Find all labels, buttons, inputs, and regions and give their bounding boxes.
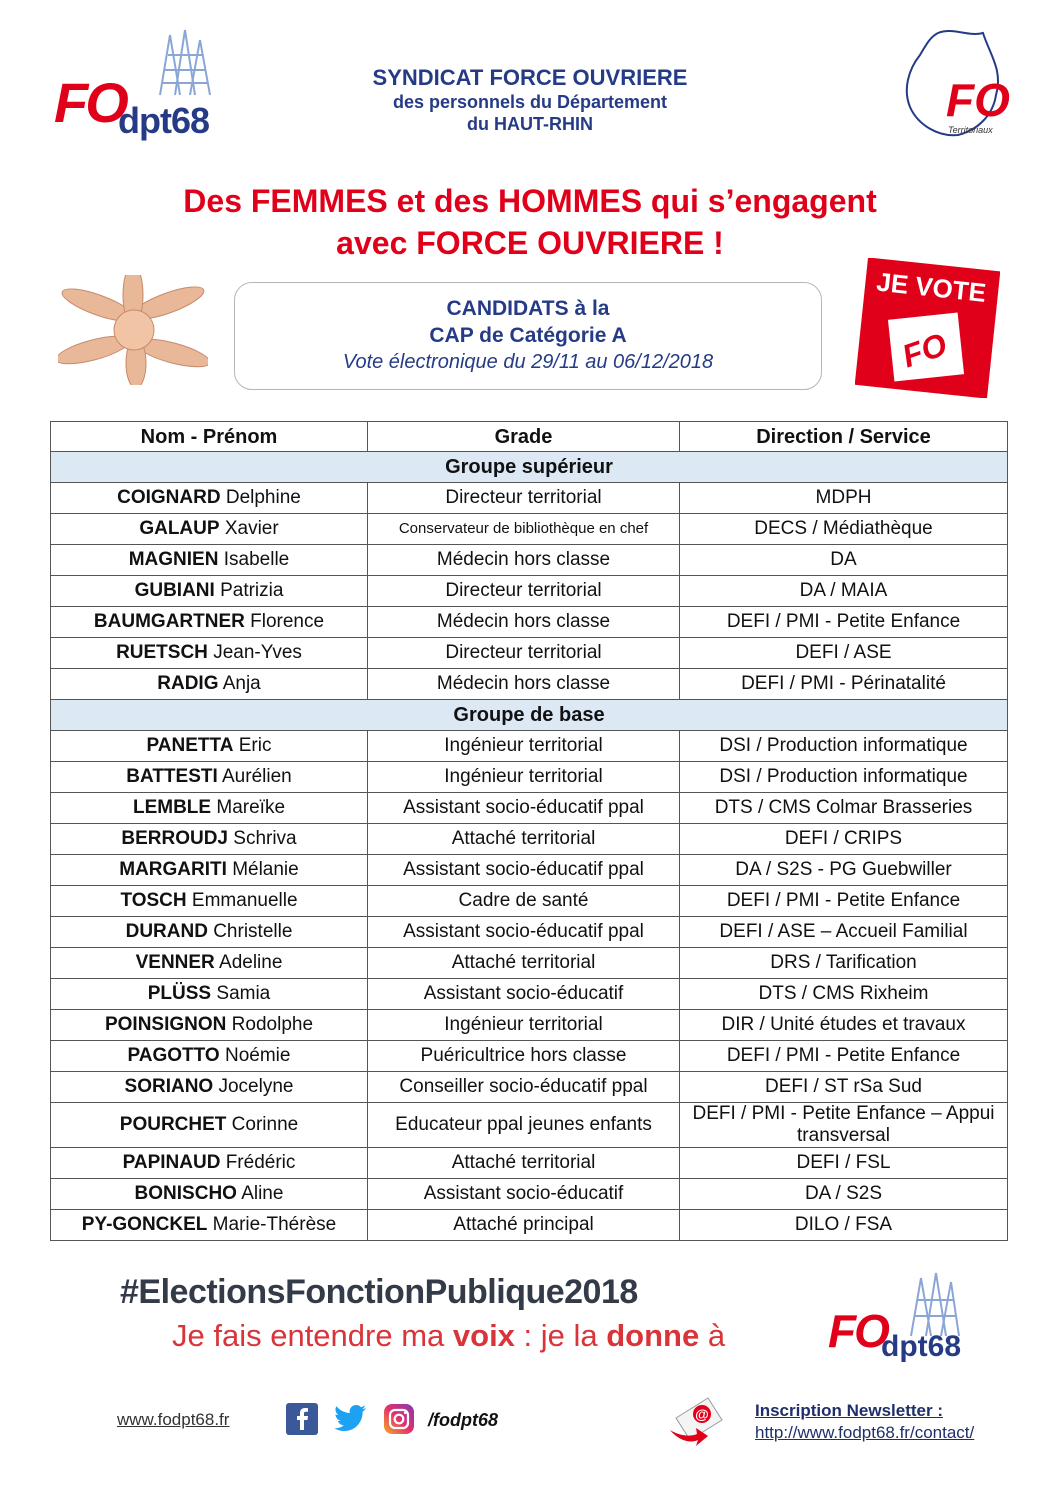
- social-handle[interactable]: /fodpt68: [428, 1410, 498, 1430]
- cell-grade: Ingénieur territorial: [368, 1010, 680, 1041]
- cell-grade: Assistant socio-éducatif: [368, 979, 680, 1010]
- cell-service: DEFI / ASE: [680, 638, 1008, 669]
- table-row: [51, 1041, 1008, 1072]
- table-row: [51, 1072, 1008, 1103]
- candidats-line1: CANDIDATS à la: [446, 297, 610, 320]
- instagram-icon[interactable]: [383, 1403, 415, 1440]
- newsletter: [755, 1400, 974, 1444]
- cell-grade: Attaché territorial: [368, 824, 680, 855]
- twitter-icon[interactable]: [332, 1403, 368, 1440]
- cell-name: TOSCH Emmanuelle: [51, 886, 368, 917]
- fodpt68-logo: [50, 25, 240, 150]
- cell-name: BONISCHO Aline: [51, 1179, 368, 1210]
- cell-name: VENNER Adeline: [51, 948, 368, 979]
- footer-logo-dpt: dpt68: [881, 1330, 962, 1363]
- vote-dates: Vote électronique du 29/11 au 06/12/2018: [342, 351, 714, 373]
- cell-service: DEFI / PMI - Périnatalité: [680, 669, 1008, 700]
- cell-name: GUBIANI Patrizia: [51, 576, 368, 607]
- cell-grade: Ingénieur territorial: [368, 731, 680, 762]
- svg-text:@: @: [695, 1406, 709, 1422]
- cell-service: DEFI / CRIPS: [680, 824, 1008, 855]
- cell-grade: Directeur territorial: [368, 638, 680, 669]
- cell-service: DEFI / ST rSa Sud: [680, 1072, 1008, 1103]
- col-grade: Grade: [368, 422, 680, 452]
- col-direction: Direction / Service: [680, 422, 1008, 452]
- cell-grade: Assistant socio-éducatif ppal: [368, 917, 680, 948]
- syndicat-line2: des personnels du Département: [392, 92, 668, 112]
- table-row: [51, 1010, 1008, 1041]
- syndicat-title: [300, 65, 760, 135]
- cell-name: LEMBLE Mareïke: [51, 793, 368, 824]
- newsletter-link[interactable]: http://www.fodpt68.fr/contact/: [755, 1423, 975, 1442]
- cell-grade: Conseiller socio-éducatif ppal: [368, 1072, 680, 1103]
- cell-grade: Puéricultrice hors classe: [368, 1041, 680, 1072]
- cell-service: DEFI / PMI - Petite Enfance: [680, 886, 1008, 917]
- cell-service: DEFI / FSL: [680, 1148, 1008, 1179]
- table-row: [51, 514, 1008, 545]
- col-nom: Nom - Prénom: [51, 422, 368, 452]
- cell-grade: Directeur territorial: [368, 483, 680, 514]
- cell-name: BATTESTI Aurélien: [51, 762, 368, 793]
- cell-service: DA / MAIA: [680, 576, 1008, 607]
- table-row: [51, 576, 1008, 607]
- table-header-row: [51, 422, 1008, 452]
- candidats-box: [234, 282, 822, 390]
- cell-name: DURAND Christelle: [51, 917, 368, 948]
- footer-logo-fo: FO: [828, 1305, 888, 1357]
- je-vote-fo: FO: [897, 325, 952, 375]
- facebook-icon[interactable]: [286, 1403, 318, 1440]
- table-row: [51, 483, 1008, 514]
- headline-line2: avec FORCE OUVRIERE !: [336, 225, 724, 261]
- cell-service: DTS / CMS Rixheim: [680, 979, 1008, 1010]
- cell-name: PLÜSS Samia: [51, 979, 368, 1010]
- cell-service: DA / S2S - PG Guebwiller: [680, 855, 1008, 886]
- syndicat-line3: du HAUT-RHIN: [467, 114, 593, 134]
- cell-service: DILO / FSA: [680, 1210, 1008, 1241]
- candidats-line2: CAP de Catégorie A: [429, 324, 627, 347]
- table-row: [51, 979, 1008, 1010]
- cell-grade: Attaché principal: [368, 1210, 680, 1241]
- hands-image: [58, 275, 208, 385]
- table-row: [51, 917, 1008, 948]
- cell-name: POURCHET Corinne: [51, 1103, 368, 1148]
- cell-name: PAPINAUD Frédéric: [51, 1148, 368, 1179]
- cell-service: DA / S2S: [680, 1179, 1008, 1210]
- logo-right-fo: FO: [946, 74, 1010, 126]
- cell-service: DRS / Tarification: [680, 948, 1008, 979]
- mail-icon[interactable]: [668, 1390, 730, 1448]
- cell-grade: Assistant socio-éducatif ppal: [368, 793, 680, 824]
- cell-service: DA: [680, 545, 1008, 576]
- cell-name: SORIANO Jocelyne: [51, 1072, 368, 1103]
- cell-service: DEFI / ASE – Accueil Familial: [680, 917, 1008, 948]
- cell-name: MAGNIEN Isabelle: [51, 545, 368, 576]
- logo-right-sub: Territoriaux: [948, 125, 993, 135]
- group-row-superieur: [51, 452, 1008, 483]
- cell-grade: Ingénieur territorial: [368, 762, 680, 793]
- cell-name: MARGARITI Mélanie: [51, 855, 368, 886]
- cell-grade: Assistant socio-éducatif: [368, 1179, 680, 1210]
- logo-fo-text: FO: [54, 71, 126, 134]
- table-row: [51, 1103, 1008, 1148]
- building-icon: [140, 25, 240, 100]
- cell-grade: Conservateur de bibliothèque en chef: [368, 514, 680, 545]
- table-row: [51, 855, 1008, 886]
- table-row: [51, 762, 1008, 793]
- cell-grade: Attaché territorial: [368, 1148, 680, 1179]
- cell-name: RADIG Anja: [51, 669, 368, 700]
- cell-grade: Assistant socio-éducatif ppal: [368, 855, 680, 886]
- cell-name: RUETSCH Jean-Yves: [51, 638, 368, 669]
- je-vote-text: JE VOTE: [875, 266, 988, 308]
- cell-service: DTS / CMS Colmar Brasseries: [680, 793, 1008, 824]
- table-row: [51, 824, 1008, 855]
- table-row: [51, 948, 1008, 979]
- table-row: [51, 1179, 1008, 1210]
- cell-grade: Cadre de santé: [368, 886, 680, 917]
- group-base: Groupe de base: [51, 700, 1008, 731]
- cell-name: BERROUDJ Schriva: [51, 824, 368, 855]
- table-row: [51, 638, 1008, 669]
- table-row: [51, 731, 1008, 762]
- social-icons: [286, 1403, 425, 1437]
- cell-service: DEFI / PMI - Petite Enfance: [680, 607, 1008, 638]
- website-link[interactable]: www.fodpt68.fr: [117, 1410, 230, 1429]
- headline-line1: Des FEMMES et des HOMMES qui s’engagent: [183, 183, 877, 219]
- je-vote-badge: [855, 258, 1000, 398]
- candidates-table: [50, 421, 1008, 1241]
- cell-service: MDPH: [680, 483, 1008, 514]
- cell-name: PY-GONCKEL Marie-Thérèse: [51, 1210, 368, 1241]
- table-row: [51, 793, 1008, 824]
- footer-fodpt68-logo: [826, 1270, 966, 1370]
- cell-grade: Médecin hors classe: [368, 545, 680, 576]
- cell-grade: Educateur ppal jeunes enfants: [368, 1103, 680, 1148]
- cell-name: GALAUP Xavier: [51, 514, 368, 545]
- logo-dpt-text: dpt68: [118, 100, 210, 141]
- cell-service: DECS / Médiathèque: [680, 514, 1008, 545]
- headline: [100, 180, 960, 264]
- cell-service: DSI / Production informatique: [680, 762, 1008, 793]
- syndicat-line1: SYNDICAT FORCE OUVRIERE: [372, 65, 688, 90]
- group-superieur: Groupe supérieur: [51, 452, 1008, 483]
- cell-name: BAUMGARTNER Florence: [51, 607, 368, 638]
- cell-name: COIGNARD Delphine: [51, 483, 368, 514]
- table-row: [51, 1148, 1008, 1179]
- cell-grade: Attaché territorial: [368, 948, 680, 979]
- cell-grade: Médecin hors classe: [368, 669, 680, 700]
- cell-service: DIR / Unité études et travaux: [680, 1010, 1008, 1041]
- cell-grade: Médecin hors classe: [368, 607, 680, 638]
- cell-service: DSI / Production informatique: [680, 731, 1008, 762]
- table-row: [51, 607, 1008, 638]
- cell-grade: Directeur territorial: [368, 576, 680, 607]
- table-row: [51, 886, 1008, 917]
- cell-service: DEFI / PMI - Petite Enfance: [680, 1041, 1008, 1072]
- cell-name: POINSIGNON Rodolphe: [51, 1010, 368, 1041]
- newsletter-label: Inscription Newsletter :: [755, 1401, 943, 1420]
- group-row-base: [51, 700, 1008, 731]
- table-row: [51, 669, 1008, 700]
- table-row: [51, 1210, 1008, 1241]
- fo-territoriaux-logo: [898, 25, 1008, 145]
- hashtag: #ElectionsFonctionPublique2018: [120, 1273, 638, 1311]
- table-row: [51, 545, 1008, 576]
- voix-slogan: Je fais entendre ma voix : je la donne à: [172, 1318, 726, 1353]
- cell-name: PANETTA Eric: [51, 731, 368, 762]
- cell-service: DEFI / PMI - Petite Enfance – Appui transversal: [680, 1103, 1008, 1148]
- cell-name: PAGOTTO Noémie: [51, 1041, 368, 1072]
